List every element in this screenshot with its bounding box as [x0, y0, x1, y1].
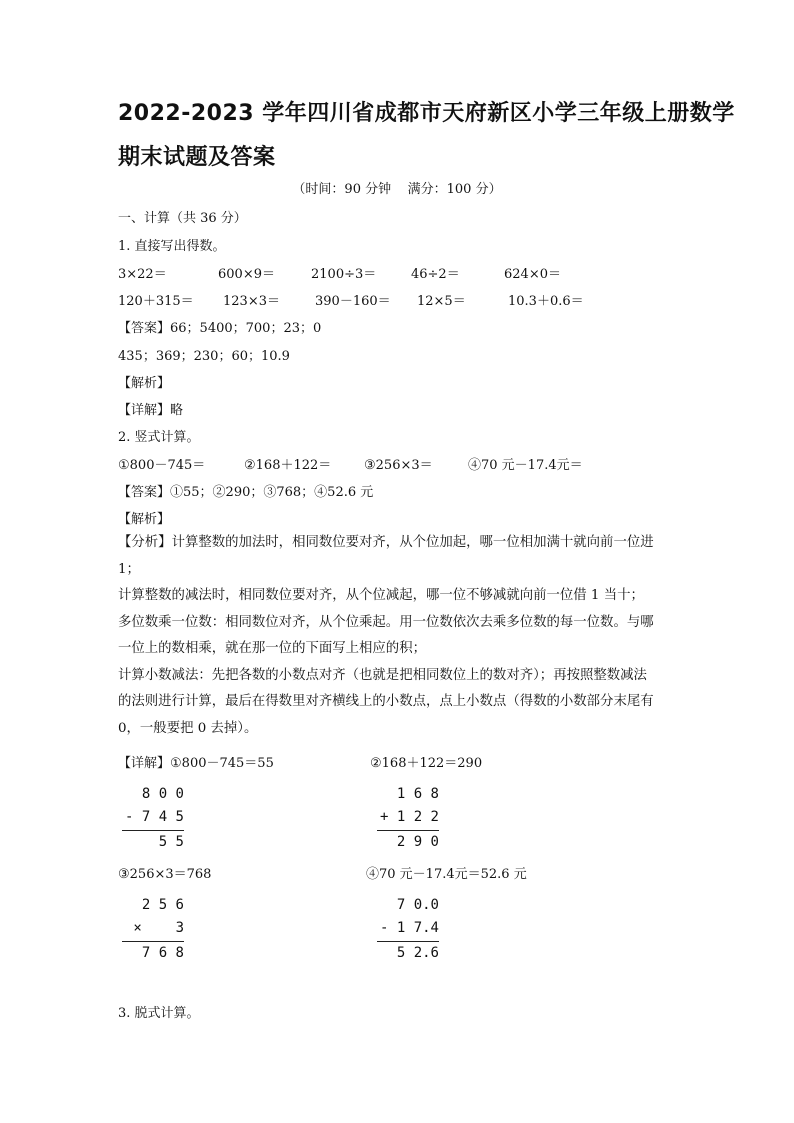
- question-1-analysis: 【解析】: [118, 376, 171, 391]
- explanation-line: 1；: [118, 561, 140, 577]
- vcalc-line: + 1 2 2: [379, 809, 439, 825]
- question-1-row-2: [118, 290, 584, 309]
- problem: ①800－745＝: [118, 458, 206, 473]
- problem: 10.3＋0.6＝: [508, 294, 584, 309]
- explanation-line: 一位上的数相乘，就在那一位的下面写上相应的积；: [118, 641, 426, 656]
- vcalc-line: 1 6 8: [396, 786, 439, 802]
- detail-2: ②168＋122＝290: [370, 756, 483, 771]
- vcalc-line: - 1 7.4: [379, 920, 439, 936]
- vcalc-line: 8 0 0: [141, 786, 184, 802]
- fenxi-tag: 【分析】: [118, 535, 172, 550]
- question-2-analysis: 【解析】: [118, 512, 171, 527]
- question-2-answer: [118, 481, 373, 500]
- answer-text: ①55；②290；③768；④52.6 元: [170, 485, 374, 500]
- explanation-line: 多位数乘一位数：相同数位对齐，从个位乘起。用一位数依次去乘多位数的每一位数。与哪: [118, 614, 654, 630]
- answer-tag: 【答案】: [118, 321, 171, 336]
- detail-3: ③256×3＝768: [118, 867, 212, 882]
- exam-meta: （时间：90 分钟 满分：100 分）: [292, 182, 502, 197]
- vcalc-line: 5 5: [158, 834, 184, 850]
- problem: 120＋315＝: [118, 294, 194, 309]
- question-1-row-1: [118, 263, 561, 282]
- question-1-label: 1. 直接写出得数。: [118, 239, 226, 254]
- vcalc-line: - 7 4 5: [124, 809, 184, 825]
- question-3-label: 3. 脱式计算。: [118, 1006, 200, 1021]
- explanation-line-1: [118, 530, 688, 557]
- question-1-answer-line-2: 435；369；230；60；10.9: [118, 349, 290, 364]
- problem: 3×22＝: [118, 267, 167, 282]
- problem: 624×0＝: [504, 267, 561, 282]
- question-2-explanation: [118, 530, 688, 742]
- explanation-line: 0，一般要把 0 去掉）。: [118, 720, 258, 736]
- vcalc-line: 5 2.6: [396, 945, 439, 961]
- problem: 46÷2＝: [411, 267, 460, 282]
- title-line-2: 期末试题及答案: [118, 145, 276, 170]
- detail-tag: 【详解】: [118, 756, 171, 771]
- answer-tag: 【答案】: [118, 485, 171, 500]
- vcalc-line: 7 0.0: [396, 897, 439, 913]
- title-line-1: 2022-2023 学年四川省成都市天府新区小学三年级上册数学: [118, 101, 735, 126]
- question-1-detail: 【详解】略: [118, 403, 184, 418]
- explanation-text: 计算整数的加法时，相同数位要对齐，从个位加起，哪一位相加满十就向前一位进: [171, 535, 654, 550]
- vcalc-line: × 3: [133, 920, 184, 936]
- detail-4: ④70 元－17.4元＝52.6 元: [366, 867, 527, 882]
- explanation-line: 计算小数减法：先把各数的小数点对齐（也就是把相同数位上的数对齐）；再按照整数减法: [118, 667, 647, 683]
- problem: 2100÷3＝: [311, 267, 377, 282]
- answer-text: 66；5400；700；23；0: [170, 321, 322, 336]
- detail-1: [118, 752, 274, 771]
- question-1-answer: [118, 317, 321, 336]
- problem: 390－160＝: [315, 294, 391, 309]
- vcalc-line: 7 6 8: [141, 945, 184, 961]
- problem: ②168＋122＝: [244, 458, 332, 473]
- explanation-line: 的法则进行计算，最后在得数里对齐横线上的小数点，点上小数点（得数的小数部分末尾有: [118, 694, 654, 709]
- problem: ③256×3＝: [364, 458, 433, 473]
- problem: ④70 元－17.4元＝: [468, 458, 583, 473]
- vcalc-line: 2 5 6: [141, 897, 184, 913]
- question-2-problems: [118, 454, 583, 473]
- problem: 123×3＝: [223, 294, 280, 309]
- problem: 12×5＝: [417, 294, 466, 309]
- document-title: [118, 92, 735, 180]
- section-heading: 一、计算（共 36 分）: [118, 211, 247, 226]
- detail-text: ①800－745＝55: [170, 756, 274, 771]
- problem: 600×9＝: [218, 267, 275, 282]
- vcalc-line: 2 9 0: [396, 834, 439, 850]
- explanation-line: 计算整数的减法时，相同数位要对齐，从个位减起，哪一位不够减就向前一位借 1 当十；: [118, 588, 644, 603]
- question-2-label: 2. 竖式计算。: [118, 430, 200, 445]
